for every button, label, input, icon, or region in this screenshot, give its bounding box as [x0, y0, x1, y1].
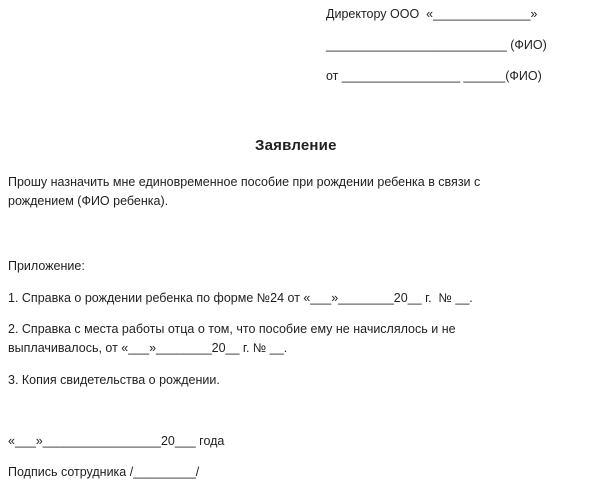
date-line: «___»_________________20___ года — [8, 434, 225, 448]
attachments-heading: Приложение: — [8, 259, 85, 273]
attachment-item-1: 1. Справка о рождении ребенка по форме №24 от «___»________20__ г. № __. — [8, 291, 473, 305]
applicant-line: от _________________ ______(ФИО) — [326, 69, 542, 83]
attachment-item-3: 3. Копия свидетельства о рождении. — [8, 373, 220, 387]
signature-line: Подпись сотрудника /_________/ — [8, 465, 200, 479]
request-text-line-2: рождением (ФИО ребенка). — [8, 194, 169, 208]
request-text-line-1: Прошу назначить мне единовременное пособие при рождении ребенка в связи с — [8, 175, 481, 189]
attachment-item-2-line-2: выплачивалось, от «___»________20__ г. № __. — [8, 341, 288, 355]
attachment-item-2-line-1: 2. Справка с места работы отца о том, что пособие ему не начислялось и не — [8, 322, 456, 336]
recipient-name-line: __________________________ (ФИО) — [326, 38, 547, 52]
document-title: Заявление — [255, 137, 337, 154]
recipient-line: Директору ООО «______________» — [326, 7, 538, 21]
